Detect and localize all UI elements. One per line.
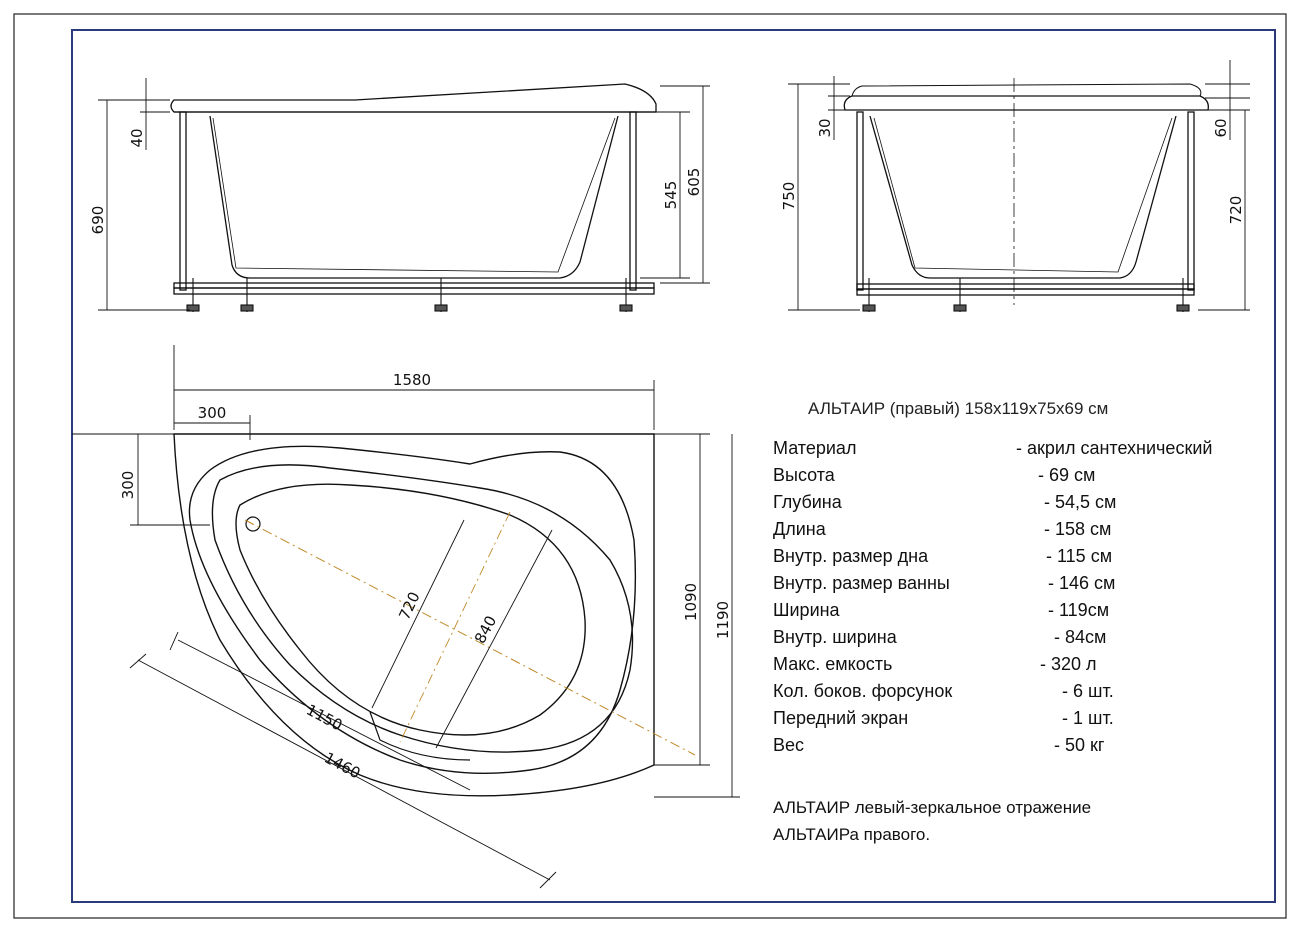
dim-plan-diag-inner: 1150 <box>303 700 346 735</box>
dim-plan-diag-outer: 1460 <box>321 748 364 783</box>
spec-value: - 69 см <box>1038 465 1096 485</box>
dim-front-rim: 30 <box>816 118 834 138</box>
spec-label: Ширина <box>773 600 840 620</box>
dim-side-rim: 40 <box>128 128 146 148</box>
spec-label: Материал <box>773 438 857 458</box>
dim-plan-offset-y: 300 <box>119 470 137 500</box>
spec-label: Внутр. размер ванны <box>773 573 950 593</box>
dim-plan-bottom-width: 840 <box>470 612 501 647</box>
dim-plan-length: 1580 <box>392 371 432 389</box>
spec-label: Вес <box>773 735 805 755</box>
dim-front-rim-right: 60 <box>1212 118 1230 138</box>
spec-label: Кол. боков. форсунок <box>773 681 953 701</box>
spec-value: - 320 л <box>1040 654 1097 674</box>
spec-label: Внутр. размер дна <box>773 546 929 566</box>
spec-value: - 50 кг <box>1054 735 1105 755</box>
dim-plan-bottom-length: 720 <box>395 589 424 623</box>
dim-front-frame-height: 720 <box>1227 195 1245 225</box>
dim-plan-offset-x: 300 <box>197 404 227 422</box>
dim-side-total-height: 690 <box>89 205 107 235</box>
spec-value: - 146 см <box>1048 573 1116 593</box>
spec-value: - акрил сантехнический <box>1016 438 1213 458</box>
spec-value: - 6 шт. <box>1062 681 1114 701</box>
dim-side-frame-height: 605 <box>685 167 703 197</box>
note-line-2: АЛЬТАИРа правого. <box>773 825 931 844</box>
front-view <box>844 78 1208 312</box>
spec-value: - 84см <box>1054 627 1107 647</box>
side-view-dimensions <box>98 78 710 310</box>
spec-value: - 54,5 см <box>1044 492 1117 512</box>
spec-label: Высота <box>773 465 835 485</box>
spec-value: - 158 см <box>1044 519 1112 539</box>
spec-value: - 115 см <box>1046 546 1113 566</box>
dim-side-inner-depth: 545 <box>662 180 680 210</box>
spec-label: Передний экран <box>773 708 909 728</box>
spec-value: - 119см <box>1048 600 1110 620</box>
spec-label: Макс. емкость <box>773 654 893 674</box>
spec-label: Глубина <box>773 492 842 512</box>
plan-view <box>174 434 695 796</box>
side-view <box>171 84 656 312</box>
spec-label: Внутр. ширина <box>773 627 897 647</box>
note-line-1: АЛЬТАИР левый-зеркальное отражение <box>773 798 1092 817</box>
spec-label: Длина <box>773 519 826 539</box>
dim-front-total-height: 750 <box>780 181 798 211</box>
dim-plan-width: 1190 <box>714 600 732 640</box>
spec-value: - 1 шт. <box>1062 708 1114 728</box>
product-title: АЛЬТАИР (правый) 158x119x75x69 см <box>808 399 1109 418</box>
dim-plan-inner-width: 1090 <box>682 582 700 622</box>
